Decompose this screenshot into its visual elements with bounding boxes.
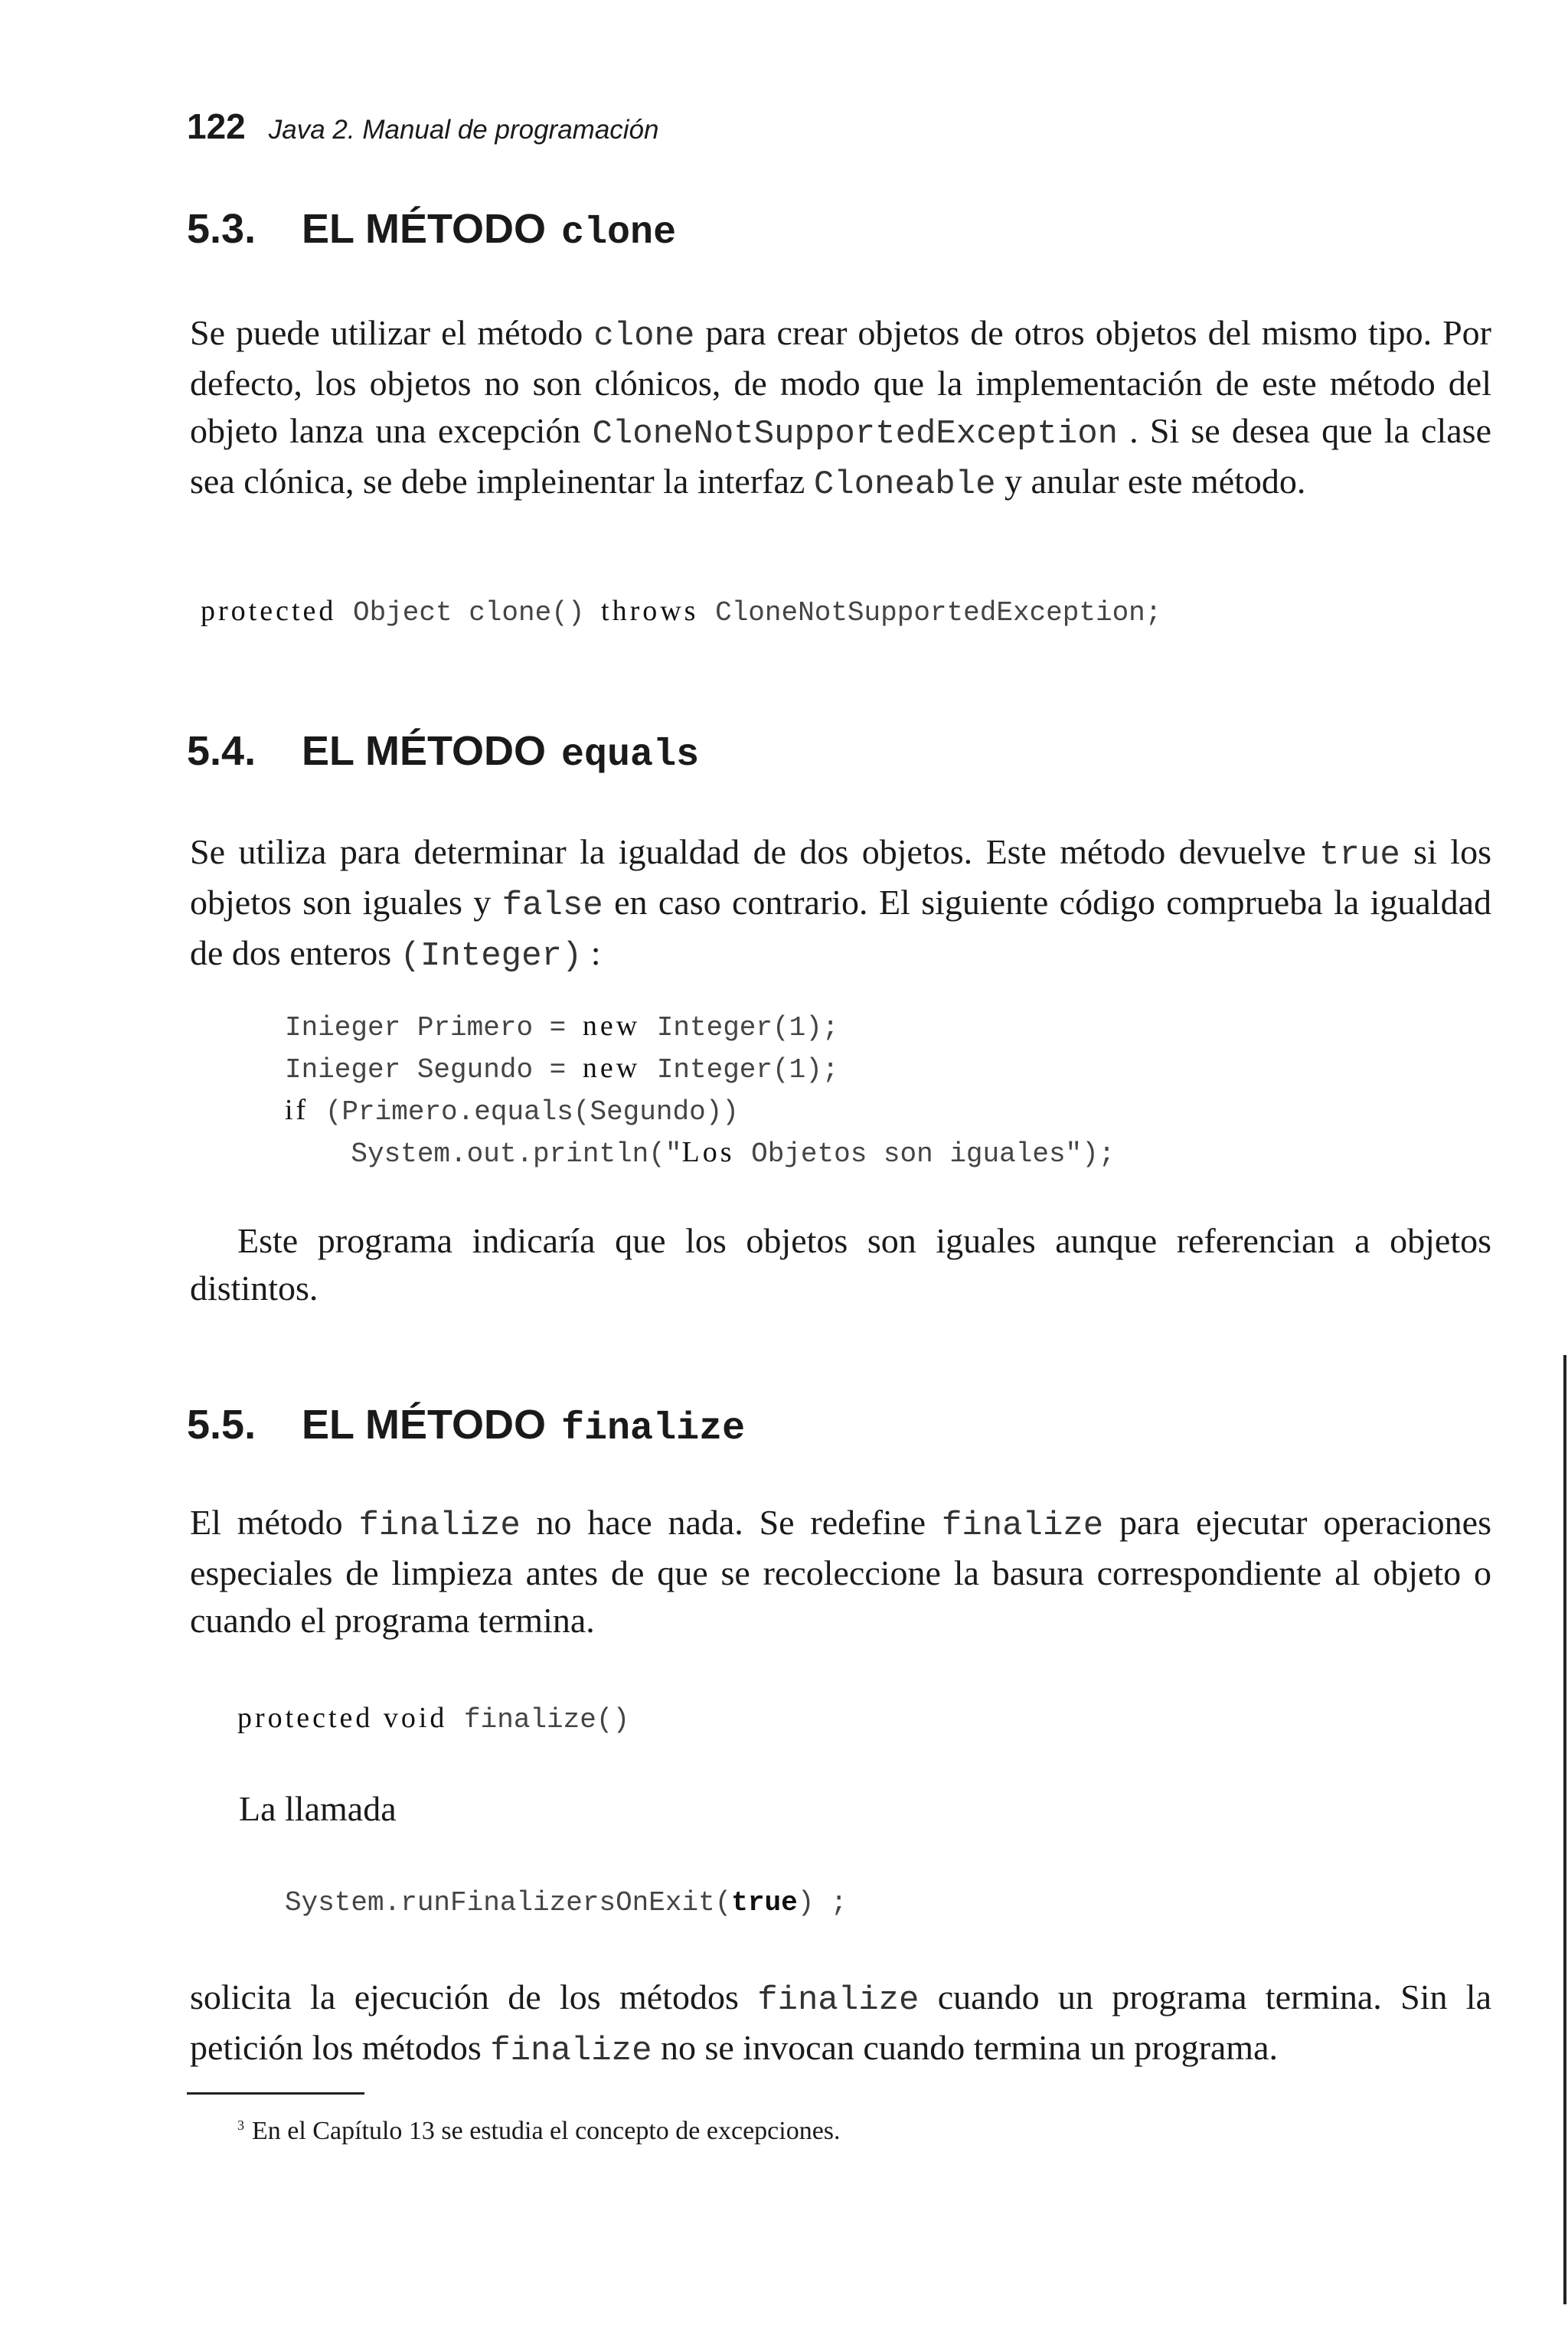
code-line: Inieger Primero = new Integer(1);	[285, 1010, 839, 1043]
section-code-name: clone	[561, 211, 677, 255]
scan-edge-line	[1563, 1355, 1566, 2304]
section-number: 5.5.	[187, 1402, 256, 1448]
code-run-finalizers: System.runFinalizersOnExit(true) ;	[285, 1887, 848, 1918]
code-equals-example	[285, 1006, 1115, 1174]
section-title: EL MÉTODO	[302, 1402, 547, 1448]
section-heading-5-5	[187, 1401, 745, 1451]
paragraph-finalize: El método finalize no hace nada. Se redefine finalize para ejecutar operaciones especiales de limpieza antes de que se recoleccione la basura correspondiente al objeto o cuando el programa termina.	[190, 1503, 1491, 1640]
section-heading-5-3	[187, 205, 676, 255]
section-code-name: equals	[561, 733, 700, 777]
code-line: System.out.println("Los Objetos son iguales");	[285, 1136, 1116, 1170]
footnote-text: En el Capítulo 13 se estudia el concepto de excepciones.	[252, 2117, 841, 2145]
section-title: EL MÉTODO	[302, 206, 547, 252]
section-number: 5.4.	[187, 728, 256, 774]
section-heading-5-4	[187, 727, 699, 777]
section-title: EL MÉTODO	[302, 728, 547, 774]
running-title: Java 2. Manual de programación	[268, 115, 659, 145]
code-line: Inieger Segundo = new Integer(1);	[285, 1052, 839, 1086]
footnote-separator	[187, 2092, 364, 2095]
section-code-name: finalize	[561, 1407, 746, 1451]
footnote	[237, 2117, 841, 2146]
paragraph-la-llamada: La llamada	[239, 1789, 397, 1828]
page-header	[187, 106, 659, 147]
paragraph-equals: Se utiliza para determinar la igualdad de dos objetos. Este método devuelve true si los objetos son iguales y false en caso contrario. El siguiente código comprueba la igualdad de dos enteros (Integer) :	[190, 832, 1492, 975]
paragraph-finalize-request: solicita la ejecución de los métodos finalize cuando un programa termina. Sin la petición los métodos finalize no se invocan cuando termina un programa.	[190, 1977, 1492, 2070]
code-clone-signature: protected Object clone() throws CloneNotSupportedException;	[201, 595, 1162, 629]
page-number: 122	[187, 106, 246, 146]
paragraph-clone: Se puede utilizar el método clone para crear objetos de otros objetos del mismo tipo. Por defecto, los objetos no son clónicos, de modo que la implementación de este método del objeto lanza una excepción CloneNotSupportedException . Si se desea que la clase sea clónica, se debe impleinentar la interfaz Cloneable y anular este método.	[190, 313, 1491, 504]
code-line: if (Primero.equals(Segundo))	[285, 1094, 739, 1128]
footnote-marker: 3	[237, 2117, 244, 2133]
code-finalize-signature: protected void finalize()	[237, 1702, 630, 1736]
section-number: 5.3.	[187, 206, 256, 252]
paragraph-equals-note: Este programa indicaría que los objetos son iguales aunque referencian a objetos distintos.	[190, 1221, 1491, 1308]
